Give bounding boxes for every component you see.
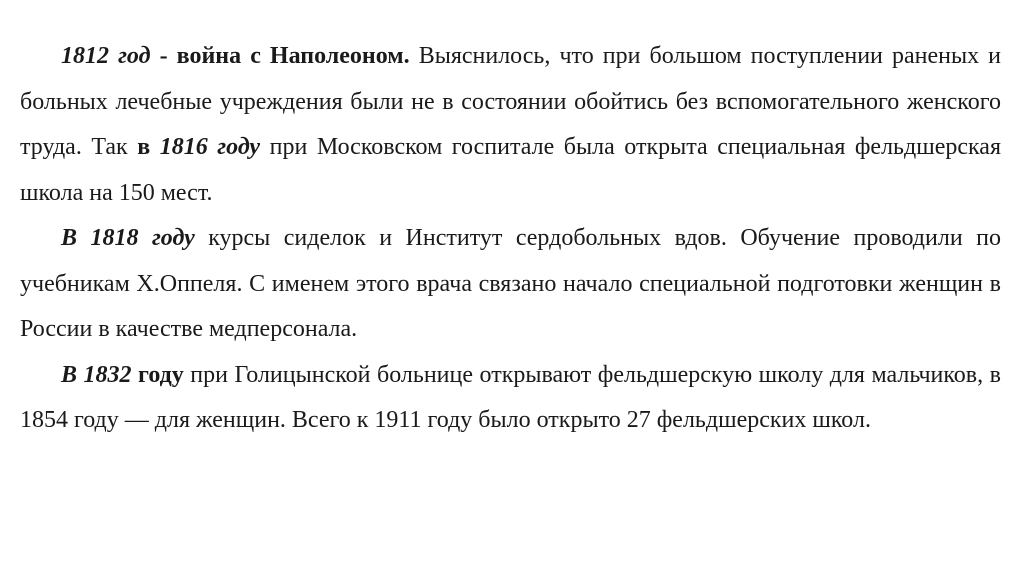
year-1812: 1812 год: [61, 43, 151, 69]
preposition-v: в: [137, 134, 160, 160]
slide-text-body: [20, 34, 1001, 444]
word-godu: году: [138, 361, 184, 388]
year-1818: В 1818 году: [61, 225, 195, 251]
paragraph-1832: [20, 353, 1001, 444]
paragraph-1818-body: курсы сиделок и Институт сердобольных вдов. Обучение проводили по учебникам Х.Оппеля. С именем этого врача связано начало специальной подготовки женщин в России в качестве медперсонала.: [20, 225, 1001, 342]
napoleon-war-heading: - война с Наполеоном.: [150, 43, 410, 69]
paragraph-1816-body: при Московском госпитале была открыта специальная фельдшерская школа на 150 мест.: [20, 134, 1001, 206]
paragraph-1818: [20, 216, 1001, 353]
paragraph-1812: [20, 34, 1001, 216]
year-1816: 1816 году: [159, 134, 261, 160]
paragraph-1812-body: Выяснилось, что при большом поступлении раненых и больных лечебные учреждения были не в состоянии обойтись без вспомогательного женского труда. Так: [20, 43, 1002, 160]
paragraph-1832-body: при Голицынской больнице открывают фельдшерскую школу для мальчиков, в 1854 году — для женщин. Всего к 1911 году было открыто 27 фельдшерских школ.: [20, 361, 1001, 433]
year-1832: В 1832: [61, 361, 139, 388]
